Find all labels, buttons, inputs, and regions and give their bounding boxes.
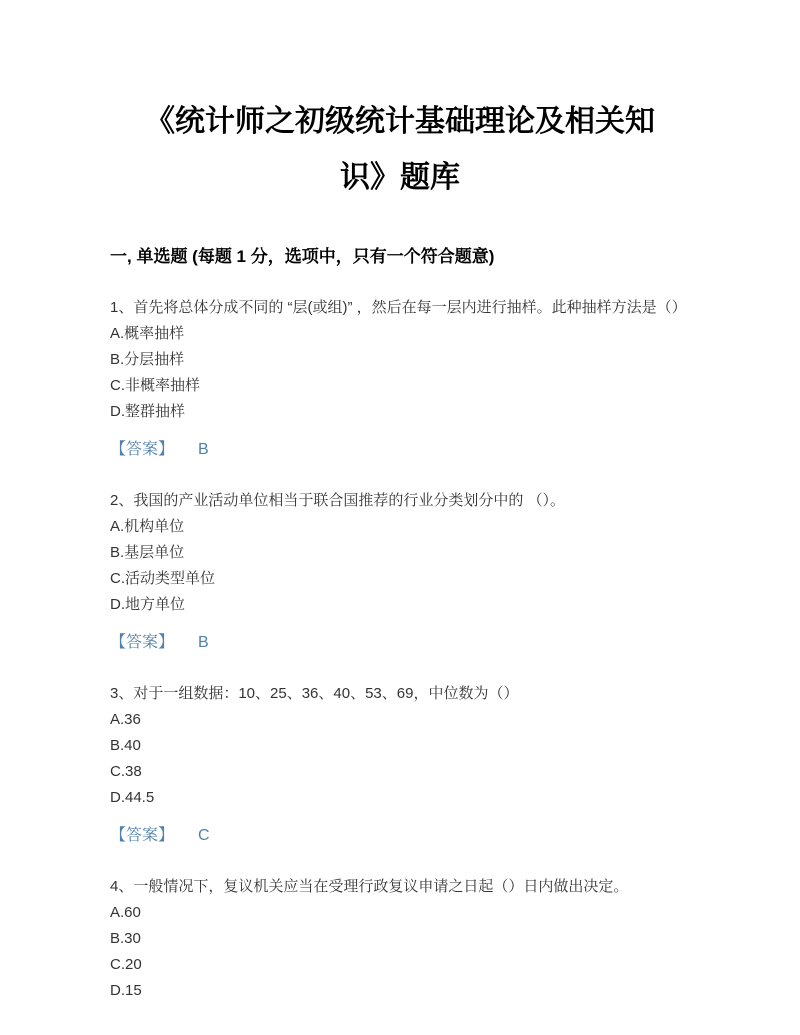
- option-item: C.非概率抽样: [110, 377, 201, 394]
- answer-label: 【答案】: [110, 634, 175, 651]
- answer-value: B: [198, 634, 209, 651]
- option-item: A.概率抽样: [110, 325, 185, 342]
- question-text: 3、对于一组数据：10、25、36、40、53、69，中位数为（）: [110, 685, 519, 702]
- question-text: 2、我国的产业活动单位相当于联合国推荐的行业分类划分中的 （）。: [110, 492, 566, 509]
- question-block: [110, 295, 725, 461]
- option-item: B.分层抽样: [110, 351, 185, 368]
- answer-label: 【答案】: [110, 827, 175, 844]
- option-item: B.30: [110, 930, 141, 947]
- answer-row: [110, 825, 725, 847]
- option-item: B.40: [110, 737, 141, 754]
- question-list: [110, 295, 725, 1004]
- question-block: [110, 874, 725, 1004]
- option-item: C.38: [110, 763, 142, 780]
- answer-label: 【答案】: [110, 441, 175, 458]
- answer-row: [110, 439, 725, 461]
- option-item: B.基层单位: [110, 544, 185, 561]
- answer-row: [110, 632, 725, 654]
- answer-value: B: [198, 441, 209, 458]
- option-item: D.整群抽样: [110, 403, 186, 420]
- answer-value: C: [198, 827, 210, 844]
- question-block: [110, 681, 725, 847]
- section-header: 一, 单选题 (每题 1 分，选项中，只有一个符合题意): [110, 247, 495, 266]
- option-item: A.36: [110, 711, 141, 728]
- option-item: D.15: [110, 982, 142, 999]
- page-title: 《统计师之初级统计基础理论及相关知识》题库: [145, 105, 655, 194]
- option-item: C.20: [110, 956, 142, 973]
- option-item: D.44.5: [110, 789, 155, 806]
- question-text: 1、首先将总体分成不同的 “层(或组)” ，然后在每一层内进行抽样。此种抽样方法是（）: [110, 299, 687, 316]
- option-item: A.60: [110, 904, 141, 921]
- question-text: 4、一般情况下，复议机关应当在受理行政复议申请之日起（）日内做出决定。: [110, 878, 629, 895]
- question-block: [110, 488, 725, 654]
- option-item: A.机构单位: [110, 518, 185, 535]
- option-item: D.地方单位: [110, 596, 186, 613]
- option-item: C.活动类型单位: [110, 570, 216, 587]
